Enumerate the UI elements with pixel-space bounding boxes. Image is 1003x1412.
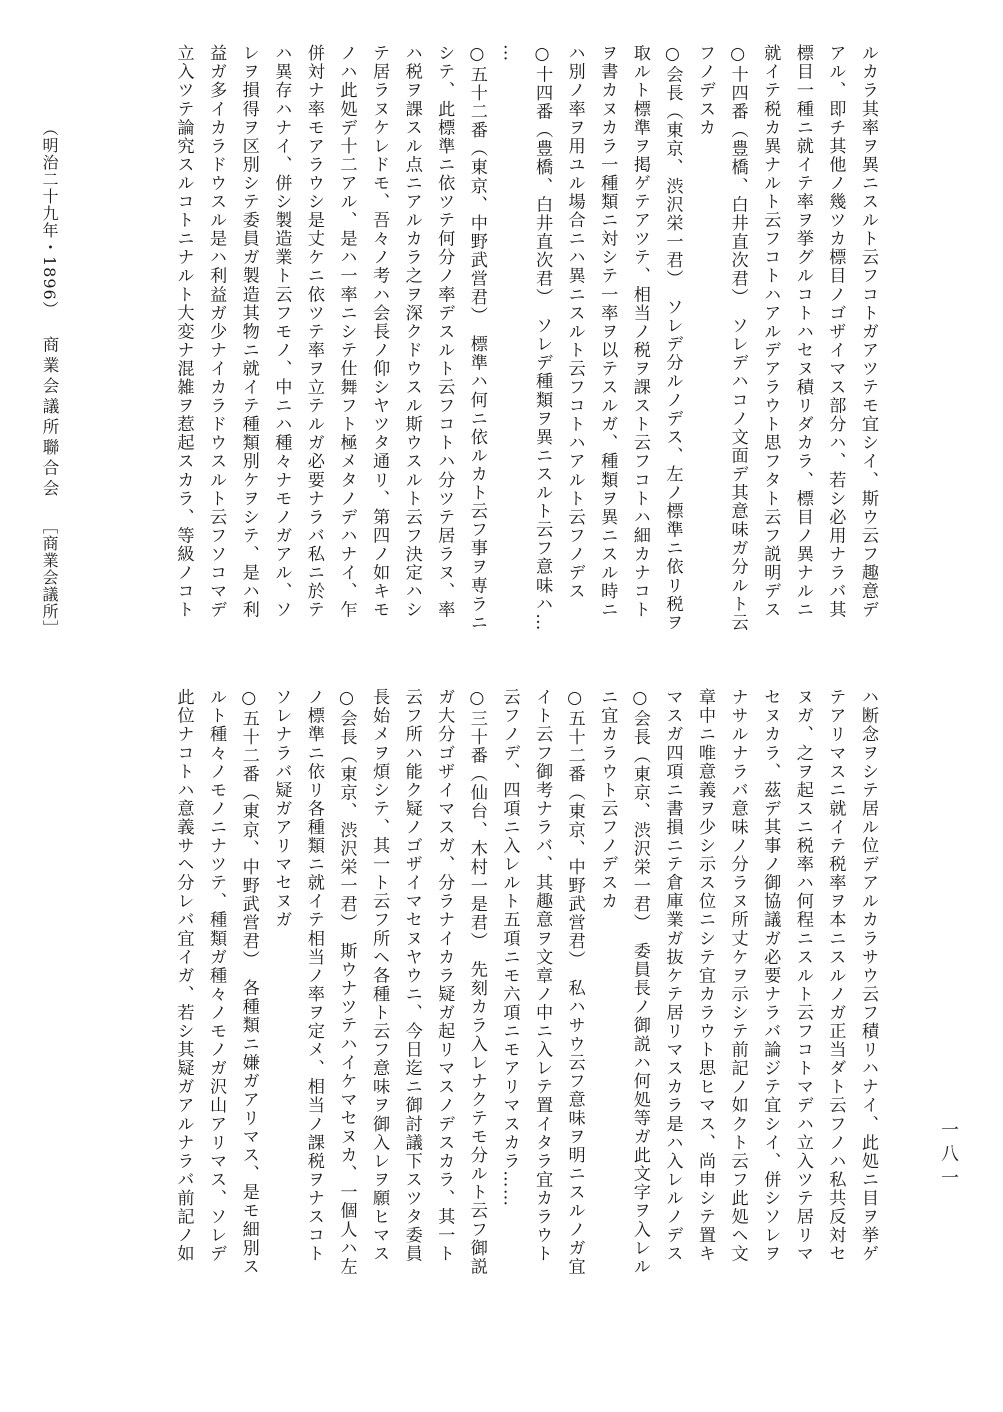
- text-line: ハ別ノ率ヲ用ユル場合ニハ異ニスルト云フコトハアルト云フノデス: [564, 44, 585, 601]
- text-line: ○会長（東京、渋沢栄一君） 委員長ノ御説ハ何処等ガ此文字ヲ入レル: [629, 688, 650, 1276]
- text-line: ハ税ヲ課スル点ニアルカラ之ヲ深クドウスル斯ウスルト云フ決定ハシ: [401, 44, 422, 620]
- text-line: マスガ四項ニ書損ニテ倉庫業ガ抜ケテ居リマスカラ是ハ入レルノデス: [662, 688, 683, 1264]
- text-line: 長始メヲ煩シテ、其一ト云フ所ヘ各種ト云フ意味ヲ御入レヲ願ヒマス: [369, 688, 390, 1264]
- text-line: 取ルト標準ヲ掲ゲテアツテ、相当ノ税ヲ課スト云フコトハ細カナコト: [629, 44, 650, 620]
- text-line: ノ標準ニ依リ各種類ニ就イテ相当ノ率ヲ定メ、相当ノ課税ヲナスコト: [303, 688, 324, 1264]
- text-line: ハ断念ヲシテ居ル位デアルカラサウ云フ積リハナイ、此処ニ目ヲ挙ゲ: [858, 688, 878, 1264]
- text-line: ヌガ、之ヲ起スニ税率ハ何程ニスルト云フコトマデハ立入ツテ居リマ: [792, 688, 813, 1264]
- running-head: [38, 120, 60, 637]
- text-line: イト云フ御考ナラバ、其趣意ヲ文章ノ中ニ入レテ置イタラ宜カラウト: [532, 688, 553, 1264]
- text-line: セヌカラ、茲デ其事ノ御協議ガ必要ナラバ論ジテ宜シイ、併シソレヲ: [760, 688, 781, 1264]
- text-line: ノハ此処デ十二アル、是ハ一率ニシテ仕舞フト極メタノデハナイ、乍: [336, 44, 357, 620]
- upper-text-block: [172, 44, 880, 642]
- text-line: ルカラ其率ヲ異ニスルト云フコトガアツテモ宜シイ、斯ウ云フ趣意デ: [858, 44, 878, 620]
- running-head-title: 商業会議所聯合会: [40, 335, 59, 500]
- text-line: 云フ所ハ能ク疑ノゴザイマセヌヤウニ、今日迄ニ御討議下スツタ委員: [401, 688, 422, 1264]
- text-line: 益ガ多イカラドウスル是ハ利益ガ少ナイカラドウスルト云フソコマデ: [206, 44, 227, 620]
- text-line: ○五十二番（東京、中野武営君） 標準ハ何ニ依ルカト云フ事ヲ専ラニ: [466, 44, 487, 632]
- text-line: 章中ニ唯意義ヲ少シ示ス位ニシテ宜カラウト思ヒマス、尚申シテ置キ: [695, 688, 716, 1264]
- text-line: ルト種々ノモノニナツテ、種類ガ種々ノモノガ沢山アリマス、ソレデ: [206, 688, 227, 1264]
- text-line: ○五十二番（東京、中野武営君） 私ハサウ云フ意味ヲ明ニスルノガ宜: [564, 688, 585, 1276]
- text-line: テアリマスニ就イテ税率ヲ本ニスルノガ正当ダト云フノハ私共反対セ: [825, 688, 846, 1264]
- text-line: 併対ナ率モアラウシ是丈ケニ依ツテ率ヲ立テルガ必要ナラバ私ニ於テ: [303, 44, 324, 620]
- text-line: 云フノデ、四項ニ入レルト五項ニモ六項ニモアリマスカラ……: [499, 688, 520, 1208]
- running-head-date: （明治二十九年・1896）: [40, 120, 59, 318]
- text-line: ニ宜カラウト云フノデスカ: [597, 688, 618, 911]
- lower-text-block: [172, 688, 880, 1286]
- text-line: ナサルナラバ意味ノ分ラヌ所丈ケヲ示シテ前記ノ如クト云フ此処ヘ文: [727, 688, 748, 1264]
- text-line: アル、即チ其他ノ幾ツカ標目ノゴザイマス部分ハ、若シ必用ナラバ其: [825, 44, 846, 620]
- text-line: レヲ損得ヲ区別シテ委員ガ製造其物ニ就イテ種類別ケヲシテ、是ハ利: [238, 44, 259, 620]
- text-line: ハ異存ハナイ、併シ製造業ト云フモノ、中ニハ種々ナモノガアル、ソ: [271, 44, 292, 620]
- page-number: 一八一: [938, 1120, 959, 1192]
- text-line: 就イテ税カ異ナルト云フコトハアルデアラウト思フタト云フ説明デス: [760, 44, 781, 620]
- text-line: ヲ書カヌカラ一種類ニ対シテ一率ヲ以テスルガ、種類ヲ異ニスル時ニ: [597, 44, 618, 620]
- text-line: ○十四番（豊橋、白井直次君） ソレデハコノ文面デ其意味ガ分ルト云: [727, 44, 748, 632]
- text-line: ○会長（東京、渋沢栄一君） ソレデ分ルノデス、左ノ標準ニ依リ税ヲ: [662, 44, 683, 632]
- text-line: …: [499, 44, 520, 63]
- text-line: ○三十番（仙台、木村一是君） 先刻カラ入レナクテモ分ルト云フ御説: [466, 688, 487, 1276]
- running-head-organization: ［商業会議所］: [40, 517, 59, 637]
- text-line: フノデスカ: [695, 44, 716, 137]
- text-line: シテ、此標準ニ依ツテ何分ノ率デスルト云フコトハ分ツテ居ラヌ、率: [434, 44, 455, 620]
- text-line: 立入ツテ論究スルコトニナルト大変ナ混雑ヲ惹起スカラ、等級ノコト: [173, 44, 194, 620]
- text-line: ○十四番（豊橋、白井直次君） ソレデ種類ヲ異ニスルト云フ意味ハ…: [532, 44, 553, 632]
- text-line: ○五十二番（東京、中野武営君） 各種類ニ嫌ガアリマス、是モ細別ス: [238, 688, 259, 1276]
- text-line: ソレナラバ疑ガアリマセヌガ: [271, 688, 292, 930]
- text-line: テ居ラヌケレドモ、吾々ノ考ハ会長ノ仰シヤツタ通リ、第四ノ如キモ: [369, 44, 390, 620]
- text-line: ガ大分ゴザイマスガ、分ラナイカラ疑ガ起リマスノデスカラ、其一ト: [434, 688, 455, 1264]
- text-line: 此位ナコトハ意義サヘ分レバ宜イガ、若シ其疑ガアルナラバ前記ノ如: [173, 688, 194, 1264]
- text-line: 標目一種ニ就イテ率ヲ挙グルコトハセヌ積リダカラ、標目ノ異ナルニ: [792, 44, 813, 620]
- text-line: ○会長（東京、渋沢栄一君） 斯ウナツテハイケマセヌカ、一個人ハ左: [336, 688, 357, 1276]
